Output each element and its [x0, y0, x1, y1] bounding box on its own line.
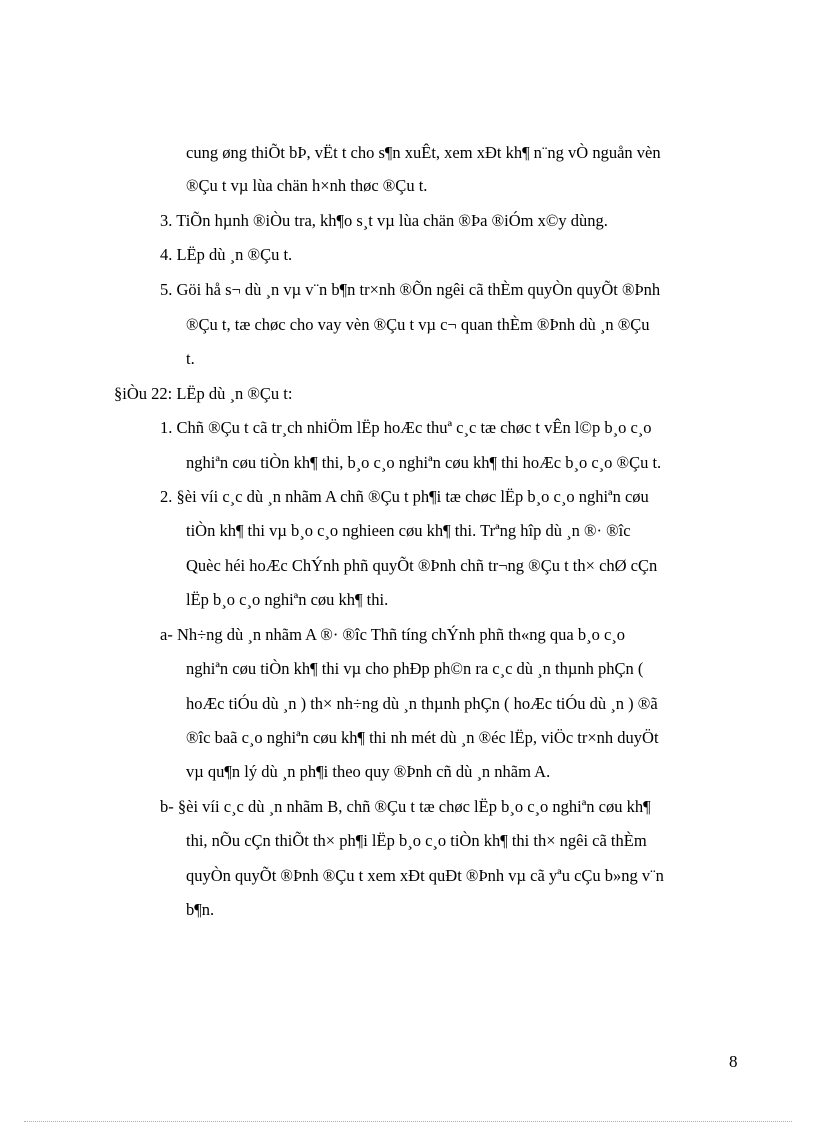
text-line: lËp b¸o c¸o nghiªn cøu kh¶ thi.	[186, 590, 389, 609]
page-number: 8	[729, 1052, 738, 1071]
text-line: ®Çu t, tæ chøc cho vay vèn ®Çu t vµ c¬ quan thÈm ®Þnh dù ¸n ®Çu	[186, 315, 650, 334]
list-item-4: 4. LËp dù ¸n ®Çu t.	[160, 245, 293, 264]
text-line: ®Çu t vµ lùa chän h×nh thøc ®Çu t.	[186, 176, 428, 195]
text-line: cung øng thiÕt bÞ, vËt t cho s¶n xuÊt, xem xÐt kh¶ n¨ng vÒ nguån vèn	[186, 143, 661, 162]
text-line: hoÆc tiÓu dù ¸n ) th× nh÷ng dù ¸n thµnh phÇn ( hoÆc tiÓu dù ¸n ) ®ã	[186, 694, 658, 713]
text-line: nghiªn cøu tiÒn kh¶ thi vµ cho phÐp ph©n ra c¸c dù ¸n thµnh phÇn (	[186, 659, 644, 678]
text-line: nghiªn cøu tiÒn kh¶ thi, b¸o c¸o nghiªn cøu kh¶ thi hoÆc b¸o c¸o ®Çu t.	[186, 453, 662, 472]
list-item-1: 1. Chñ ®Çu t cã tr¸ch nhiÖm lËp hoÆc thuª c¸c tæ chøc t vÊn l©p b¸o c¸o	[160, 418, 652, 437]
text-line: t.	[186, 349, 195, 368]
text-line: tiÒn kh¶ thi vµ b¸o c¸o nghieen cøu kh¶ thi. Trªng hîp dù ¸n ®· ®îc	[186, 521, 631, 540]
text-line: thi, nÕu cÇn thiÕt th× ph¶i lËp b¸o c¸o tiÒn kh¶ thi th× ngêi cã thÈm	[186, 831, 647, 850]
text-line: quyÒn quyÕt ®Þnh ®Çu t xem xÐt quÐt ®Þnh vµ cã yªu cÇu b»ng v¨n	[186, 866, 664, 885]
list-item-3: 3. TiÕn hµnh ®iÒu tra, kh¶o s¸t vµ lùa chän ®Þa ®iÓm x©y dùng.	[160, 211, 608, 230]
text-line: ®îc baã c¸o nghiªn cøu kh¶ thi nh mét dù ¸n ®éc lËp, viÖc tr×nh duyÖt	[186, 728, 659, 747]
list-item-b: b- §èi víi c¸c dù ¸n nhãm B, chñ ®Çu t tæ chøc lËp b¸o c¸o nghiªn cøu kh¶	[160, 797, 651, 816]
text-line: b¶n.	[186, 900, 215, 919]
text-line: Quèc héi hoÆc ChÝnh phñ quyÕt ®Þnh chñ tr¬ng ®Çu t th× chØ cÇn	[186, 556, 658, 575]
text-line: vµ qu¶n lý dù ¸n ph¶i theo quy ®Þnh cñ dù ¸n nhãm A.	[186, 762, 551, 781]
list-item-a: a- Nh÷ng dù ¸n nhãm A ®· ®îc Thñ tíng chÝnh phñ th«ng qua b¸o c¸o	[160, 625, 626, 644]
list-item-5: 5. Göi hå s¬ dù ¸n vµ v¨n b¶n tr×nh ®Õn ngêi cã thÈm quyÒn quyÕt ®Þnh	[160, 280, 661, 299]
list-item-2: 2. §èi víi c¸c dù ¸n nhãm A chñ ®Çu t ph¶i tæ chøc lËp b¸o c¸o nghiªn cøu	[160, 487, 649, 506]
article-heading: §iÒu 22: LËp dù ¸n ®Çu t:	[114, 384, 293, 403]
page-bottom-border	[24, 1121, 792, 1122]
